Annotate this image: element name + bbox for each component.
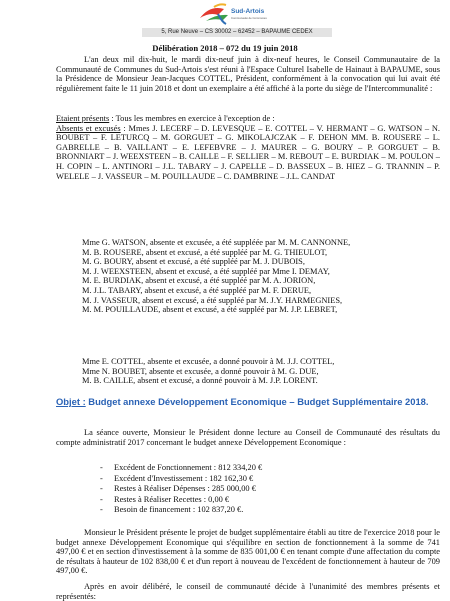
subject-heading xyxy=(56,396,440,408)
bullet: - xyxy=(100,494,103,504)
bullet: - xyxy=(100,505,103,515)
intro-paragraph: L'an deux mil dix-huit, le mardi dix-neuf juin à dix-neuf heures, le Conseil Communautaire de la Communauté de Communes du Sud-Artois s'est réuni à l'Espace Culturel Isabelle de Hainaut à BAPAUME, sous la Présidence de Monsieur Jean-Jacques COTTEL, Président, conformément à la convocation qui lui avait été régulièrement faite le 11 juin 2018 et dont un exemplaire a été affiché à la porte du siège de l'Intercommunalité : xyxy=(56,55,440,93)
proxy-line: M. B. CAILLE, absent et excusé, a donné pouvoir à M. J.P. LORENT. xyxy=(82,376,318,386)
budget-paragraph: Monsieur le Président présente le projet de budget supplémentaire établi au titre de l'exercice 2018 pour le budget annexe Développement Economique qui s'équilibre en section de fonctionnement à la somme de 741 497,00 € et en section d'investissement à la somme de 835 001,00 € en tenant compte d'une affectation du compte de résultats à hauteur de 102 838,00 € et d'un report à nouveau de l'excédent de fonctionnement à hauteur de 709 497,00 €. xyxy=(56,528,440,576)
result-item xyxy=(100,463,262,474)
subject-text: Budget annexe Développement Economique – Budget Supplémentaire 2018. xyxy=(85,396,429,407)
decision-paragraph: Après en avoir délibéré, le conseil de communauté décide à l'unanimité des membres présents et représentés: xyxy=(56,582,440,601)
result-text: Excédent d'Investissement : 182 162,30 € xyxy=(114,473,254,483)
substitutions-list xyxy=(82,238,412,315)
substitution-line: M. J. VASSEUR, absent et excusé, a été suppléé par M. J.Y. HARMEGNIES, xyxy=(82,295,343,305)
result-text: Restes à Réaliser Dépenses : 285 000,00 € xyxy=(114,484,256,494)
absents-list: : Mmes J. LECERF – D. LEVESQUE – E. COTTEL – V. HERMANT – G. WATSON – N. BOUBET – F. LETURCQ – M. GORGUET – G. MIKOLAJCZAK – F. DEHON MM. B. ROUSERE – L. GABRELLE – B. VAILLANT – E. LEFEBVRE – J. MAURER – G. BOURY – P. GORGUET – B. BRONNIART – J. WEEXSTEEN – B. CAILLE – F. SELLIER – M. REBOUT – E. BURDIAK – M. POULON – H. COPIN – L. ANTINORI – J.L. TABARY – J. CAPELLE – D. BASSEUX – B. HIEZ – G. TRANNIN – P. WELELE – J. VASSEUR – M. POUILLAUDE – C. DAMBRINE – J.L. CANDAT xyxy=(56,123,441,181)
substitution-line: M. J. WEEXSTEEN, absent et excusé, a été suppléé par Mme I. DEMAY, xyxy=(82,266,330,276)
address-bar: 5, Rue Neuve – CS 30002 – 62452 – BAPAUME CEDEX xyxy=(142,28,332,37)
logo-text: Sud-Artois xyxy=(231,8,265,15)
sud-artois-logo xyxy=(196,2,267,26)
deliberation-title: Délibération 2018 – 072 du 19 juin 2018 xyxy=(152,43,298,53)
presents-text: : Tous les membres en exercice à l'exception de : xyxy=(109,114,275,123)
result-item xyxy=(100,484,262,495)
bullet: - xyxy=(100,484,103,494)
proxy-line: Mme E. COTTEL, absente et excusée, a donné pouvoir à M. J.J. COTTEL, xyxy=(82,357,335,366)
result-item xyxy=(100,474,262,485)
subject-label: Objet : xyxy=(56,396,86,407)
result-text: Excédent de Fonctionnement : 812 334,20 € xyxy=(114,463,263,472)
result-text: Restes à Réaliser Recettes : 0,00 € xyxy=(114,494,230,504)
result-item xyxy=(100,495,262,506)
substitution-line: M. M. POUILLAUDE, absent et excusé, a été suppléé par M. J.P. LEBRET, xyxy=(82,305,338,315)
proxies-list xyxy=(82,357,412,386)
absents-label: Absents et excusés xyxy=(56,123,121,133)
substitution-line: M. G. BOURY, absent et excusé, a été suppléé par M. J. DUBOIS, xyxy=(82,257,305,267)
results-list xyxy=(100,463,262,516)
logo-graphic xyxy=(196,2,267,26)
presents-label: Etaient présents xyxy=(56,114,110,123)
substitution-line: M. J.L. TABARY, absent et excusé, a été suppléé par M. F. DERUE, xyxy=(82,285,312,295)
substitution-line: M. E. BURDIAK, absent et excusé, a été suppléé par M. A. JORION, xyxy=(82,276,316,286)
attendance-paragraph xyxy=(56,114,440,181)
proxy-line: Mme N. BOUBET, absente et excusée, a donné pouvoir à M. G. DUE, xyxy=(82,366,319,376)
result-text: Besoin de financement : 102 837,20 €. xyxy=(114,505,244,515)
result-item xyxy=(100,505,262,516)
logo-subtext: Communauté de Communes xyxy=(231,16,267,20)
substitution-line: Mme G. WATSON, absente et excusée, a été suppléée par M. M. CANNONNE, xyxy=(82,238,351,247)
session-paragraph: La séance ouverte, Monsieur le Président donne lecture au Conseil de Communauté des résultats du compte administratif 2017 concernant le budget annexe Développement Economique : xyxy=(56,428,440,447)
bullet: - xyxy=(100,463,103,472)
substitution-line: M. B. ROUSERE, absent et excusé, a été suppléé par M. G. THIEULOT, xyxy=(82,247,328,257)
bullet: - xyxy=(100,473,103,483)
